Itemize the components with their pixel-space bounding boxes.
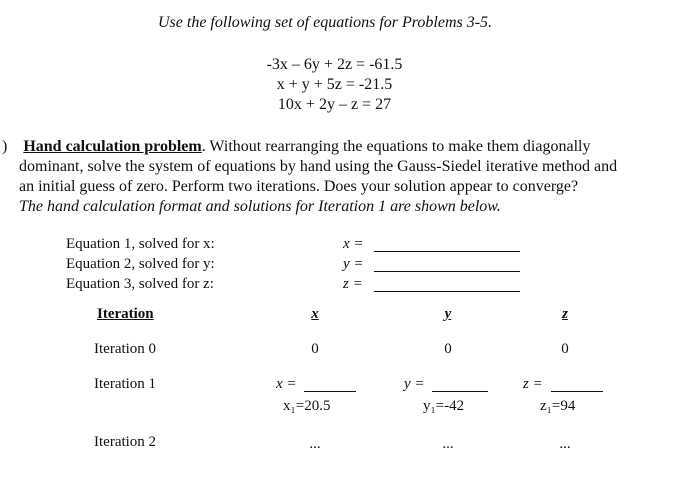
solved-for-label-3: Equation 3, solved for z:	[66, 276, 214, 292]
iter2-y-ellipsis: ...	[442, 436, 454, 452]
row-label-iteration-2: Iteration 2	[94, 434, 157, 450]
iter0-x-value: 0	[311, 341, 319, 357]
solved-for-var-3: z =	[343, 276, 363, 292]
problem-line-2: dominant, solve the system of equations by hand using the Gauss-Siedel iterative method and	[19, 158, 618, 175]
header-iteration: Iteration	[97, 306, 154, 322]
iter2-x-ellipsis: ...	[309, 436, 321, 452]
iter1-x-equals: x =	[276, 376, 297, 392]
iter1-x-blank	[304, 390, 356, 392]
solved-for-blank-2	[374, 270, 520, 272]
iter1-z-blank	[551, 390, 603, 392]
solved-for-blank-3	[374, 290, 520, 292]
header-y: y	[444, 306, 452, 322]
row-label-iteration-0: Iteration 0	[94, 341, 157, 357]
iter2-z-ellipsis: ...	[559, 436, 571, 452]
iter1-y-equals: y =	[404, 376, 425, 392]
problem-line-1-rest: . Without rearranging the equations to make them diagonally	[201, 138, 591, 155]
header-x: x	[311, 306, 319, 322]
solved-for-label-2: Equation 2, solved for y:	[66, 256, 215, 272]
iter1-y-blank	[432, 390, 488, 392]
iter1-z-solution: z₁=94	[540, 398, 576, 414]
problem-marker: )	[2, 138, 8, 155]
solved-for-var-1: x =	[343, 236, 364, 252]
equation-1: -3x – 6y + 2z = -61.5	[266, 56, 403, 73]
equation-3: 10x + 2y – z = 27	[277, 96, 392, 113]
problem-line-3: an initial guess of zero. Perform two iterations. Does your solution appear to converge?	[19, 178, 579, 195]
intro-text: Use the following set of equations for Problems 3-5.	[158, 14, 493, 31]
iter1-y-solution: y₁=-42	[423, 398, 465, 414]
iter1-z-equals: z =	[523, 376, 543, 392]
problem-heading: Hand calculation problem	[23, 138, 202, 155]
iter0-y-value: 0	[444, 341, 452, 357]
problem-line-1	[2, 138, 590, 156]
problem-line-4: The hand calculation format and solutions for Iteration 1 are shown below.	[19, 198, 501, 215]
solved-for-label-1: Equation 1, solved for x:	[66, 236, 215, 252]
iter1-x-solution: x₁=20.5	[283, 398, 331, 414]
header-z: z	[562, 306, 568, 322]
solved-for-blank-1	[374, 250, 520, 252]
row-label-iteration-1: Iteration 1	[94, 376, 157, 392]
solved-for-var-2: y =	[343, 256, 364, 272]
equation-2: x + y + 5z = -21.5	[276, 76, 393, 93]
iter0-z-value: 0	[561, 341, 569, 357]
